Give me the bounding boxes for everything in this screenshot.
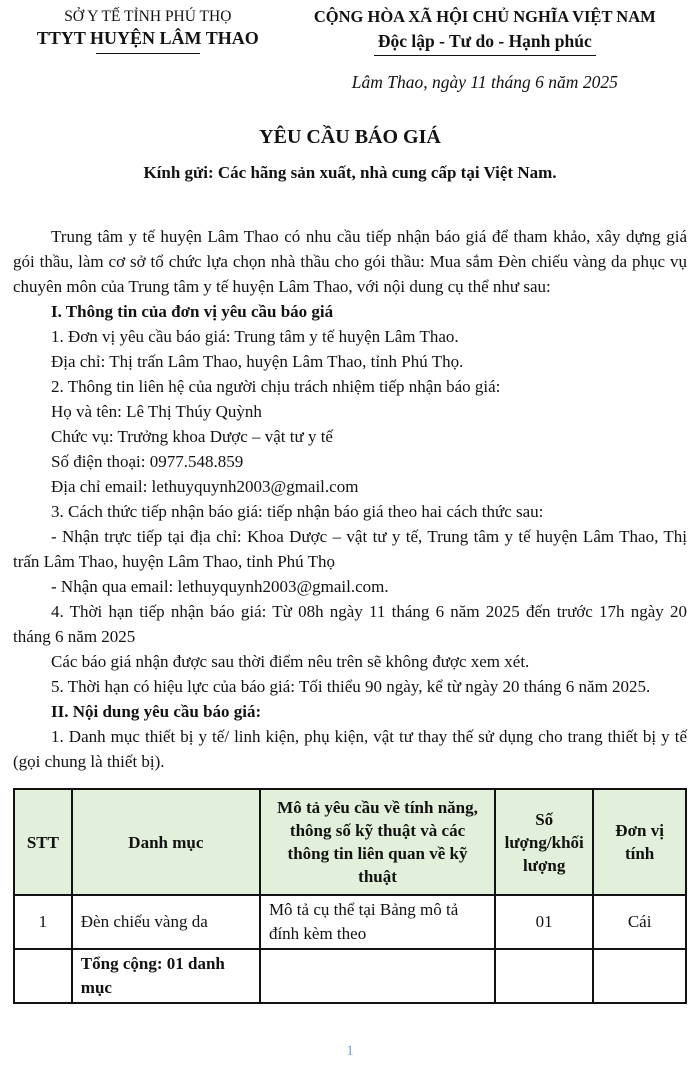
section2-intro: 1. Danh mục thiết bị y tế/ linh kiện, phụ kiện, vật tư thay thế sử dụng cho trang thiết bị y tế (gọi chung là thiết bị). (13, 727, 687, 771)
total-cell-don-vi (593, 949, 686, 1003)
national-motto-line (283, 30, 687, 56)
section1-line-validity: 5. Thời hạn có hiệu lực của báo giá: Tối thiểu 90 ngày, kể từ ngày 20 tháng 6 năm 2025. (51, 677, 651, 696)
section2-heading: II. Nội dung yêu cầu báo giá: (51, 702, 262, 721)
org-parent-name: SỞ Y TẾ TỈNH PHÚ THỌ (64, 8, 232, 25)
column-header-stt: STT (14, 789, 72, 895)
cell-danh-muc: Đèn chiếu vàng da (72, 895, 260, 949)
total-cell-mo-ta (260, 949, 495, 1003)
total-label: Tổng cộng: 01 danh mục (72, 949, 260, 1003)
section1-line-address: Địa chỉ: Thị trấn Lâm Thao, huyện Lâm Thao, tỉnh Phú Thọ. (51, 352, 464, 371)
table-total-row (14, 949, 686, 1003)
section1-line-method-direct: - Nhận trực tiếp tại địa chỉ: Khoa Dược – vật tư y tế, Trung tâm y tế huyện Lâm Thao, Thị trấn Lâm Thao, huyện Lâm Thao, tỉnh Phú Thọ (13, 527, 687, 571)
column-header-so-luong: Số lượng/khối lượng (495, 789, 593, 895)
section1-line-method-email: - Nhận qua email: lethuyquynh2003@gmail.com. (51, 577, 389, 596)
national-motto: Độc lập - Tư do - Hạnh phúc (374, 30, 596, 56)
column-header-don-vi: Đơn vị tính (593, 789, 686, 895)
issuing-org-block (13, 6, 283, 54)
table-row (14, 895, 686, 949)
national-header: CỘNG HÒA XÃ HỘI CHỦ NGHĨA VIỆT NAM (313, 7, 656, 26)
salutation-line: Kính gửi: Các hãng sản xuất, nhà cung cấp tại Việt Nam. (143, 163, 557, 182)
total-cell-stt (14, 949, 72, 1003)
quotation-items-table (13, 788, 687, 1004)
section1-line-deadline: 4. Thời hạn tiếp nhận báo giá: Từ 08h ngày 11 tháng 6 năm 2025 đến trước 17h ngày 20 tháng 6 năm 2025 (13, 602, 687, 646)
document-body (13, 224, 687, 774)
page-number: 1 (346, 1043, 354, 1059)
section1-line-method-heading: 3. Cách thức tiếp nhận báo giá: tiếp nhận báo giá theo hai cách thức sau: (51, 502, 544, 521)
national-motto-block (283, 6, 687, 94)
column-header-mo-ta: Mô tả yêu cầu về tính năng, thông số kỹ thuật và các thông tin liên quan về kỹ thuật (260, 789, 495, 895)
intro-paragraph: Trung tâm y tế huyện Lâm Thao có nhu cầu tiếp nhận báo giá để tham khảo, xây dựng giá gói thầu, làm cơ sở tổ chức lựa chọn nhà thầu cho gói thầu: Mua sắm Đèn chiếu vàng da phục vụ chuyên môn của Trung tâm y tế huyện Lâm Thao, với nội dung cụ thể như sau: (13, 227, 687, 296)
page-title: YÊU CẦU BÁO GIÁ (259, 126, 441, 148)
section1-line-late-note: Các báo giá nhận được sau thời điểm nêu trên sẽ không được xem xét. (51, 652, 530, 671)
section1-line-contact-name: Họ và tên: Lê Thị Thúy Quỳnh (51, 402, 262, 421)
section1-line-unit: 1. Đơn vị yêu cầu báo giá: Trung tâm y tế huyện Lâm Thao. (51, 327, 459, 346)
org-name: TTYT HUYỆN LÂM THAO (36, 28, 259, 48)
cell-stt: 1 (14, 895, 72, 949)
section1-line-contact-phone: Số điện thoại: 0977.548.859 (51, 452, 244, 471)
column-header-danh-muc: Danh mục (72, 789, 260, 895)
section1-heading: I. Thông tin của đơn vị yêu cầu báo giá (51, 302, 334, 321)
cell-don-vi: Cái (593, 895, 686, 949)
section1-line-contact-email: Địa chỉ email: lethuyquynh2003@gmail.com (51, 477, 359, 496)
total-cell-so-luong (495, 949, 593, 1003)
document-header (13, 6, 687, 94)
section1-line-contact-heading: 2. Thông tin liên hệ của người chịu trách nhiệm tiếp nhận báo giá: (51, 377, 501, 396)
cell-so-luong: 01 (495, 895, 593, 949)
org-underline-rule (96, 53, 200, 54)
table-header-row (14, 789, 686, 895)
date-line: Lâm Thao, ngày 11 tháng 6 năm 2025 (351, 72, 618, 92)
cell-mo-ta: Mô tả cụ thể tại Bảng mô tả đính kèm theo (260, 895, 495, 949)
section1-line-contact-position: Chức vụ: Trưởng khoa Dược – vật tư y tế (51, 427, 333, 446)
